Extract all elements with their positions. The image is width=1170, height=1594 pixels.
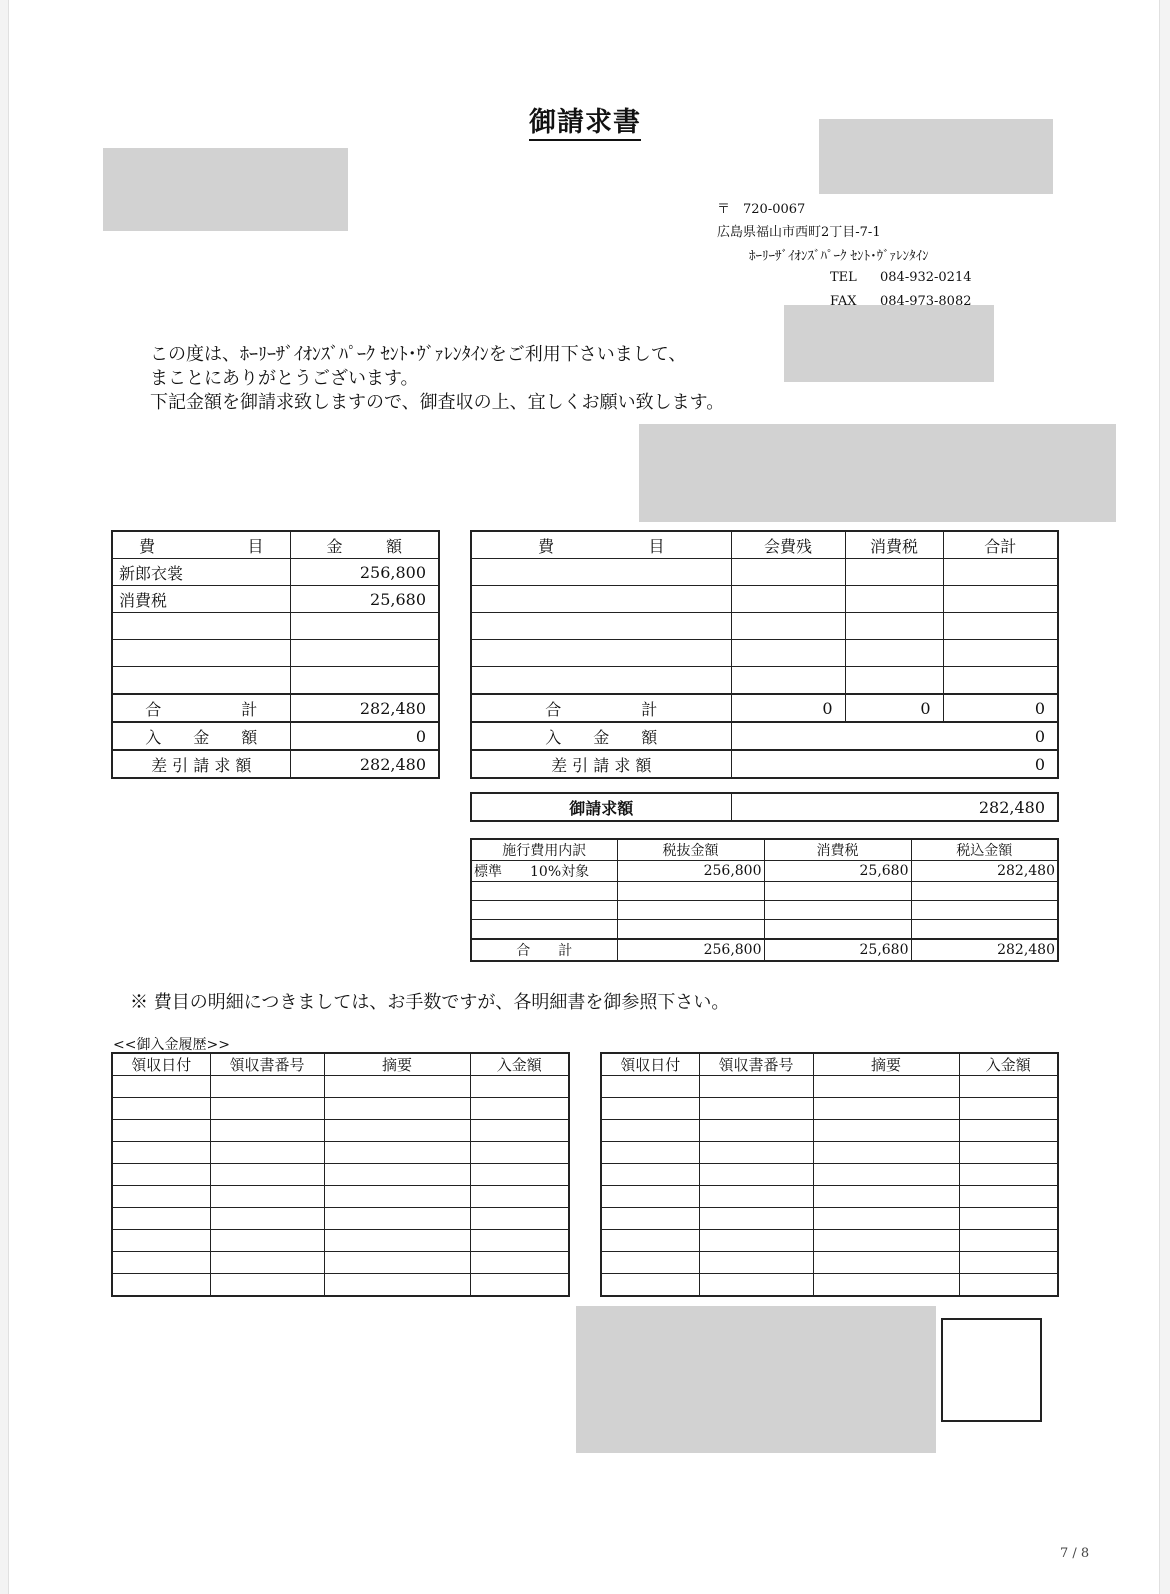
table-header-row: 領収日付 領収書番号 摘要 入金額	[112, 1053, 569, 1076]
invoice-amount-label: 御請求額	[471, 793, 731, 821]
table-row	[112, 1098, 569, 1120]
table-row	[112, 1230, 569, 1252]
sender-fax: 084-973-8082	[880, 294, 972, 306]
table-row	[601, 1186, 1058, 1208]
table-row	[471, 559, 1058, 586]
table-row: 標準 10%対象 256,800 25,680 282,480	[471, 861, 1058, 882]
payment-history-table-right	[600, 1052, 1059, 1297]
invoice-amount-table	[470, 792, 1059, 822]
table-header-row: 費 目 金 額	[112, 531, 439, 559]
redacted-seal	[784, 305, 994, 382]
table-row	[112, 1252, 569, 1274]
page-number: 7 / 8	[1060, 1546, 1090, 1561]
table-row	[471, 586, 1058, 613]
sender-address: 広島県福山市西町2丁目-7-1	[717, 225, 881, 240]
table-row	[471, 920, 1058, 940]
table-row	[112, 640, 439, 667]
redacted-recipient	[103, 148, 348, 231]
table-header-row: 領収日付 領収書番号 摘要 入金額	[601, 1053, 1058, 1076]
table-row	[471, 640, 1058, 667]
greeting-line-2: まことにありがとうございます。	[150, 368, 419, 389]
table-row	[112, 1120, 569, 1142]
redacted-details	[639, 424, 1116, 522]
details-note: ※ 費目の明細につきましては、お手数ですが、各明細書を御参照下さい。	[130, 992, 730, 1013]
sender-fax-label: FAX	[830, 294, 857, 306]
total-row: 合 計 256,800 25,680 282,480	[471, 939, 1058, 961]
balance-row: 差 引 請 求 額 0	[471, 750, 1058, 778]
table-row	[471, 882, 1058, 901]
table-row	[601, 1098, 1058, 1120]
redacted-bank-info	[576, 1306, 936, 1453]
table-row	[471, 667, 1058, 695]
table-row	[471, 901, 1058, 920]
billing-table-right	[470, 530, 1059, 779]
sender-tel-label: TEL	[830, 270, 857, 285]
table-row	[601, 1164, 1058, 1186]
paid-row: 入 金 額 0	[112, 722, 439, 750]
table-row: 新郎衣裳 256,800	[112, 559, 439, 586]
total-row: 合 計 282,480	[112, 694, 439, 722]
table-row	[601, 1252, 1058, 1274]
table-row	[601, 1142, 1058, 1164]
billing-table-left	[111, 530, 440, 779]
invoice-amount-value: 282,480	[731, 793, 1058, 821]
payment-history-table-left	[111, 1052, 570, 1297]
table-row: 消費税 25,680	[112, 586, 439, 613]
greeting-line-3: 下記金額を御請求致しますので、御査収の上、宜しくお願い致します。	[150, 392, 725, 413]
sender-company: ﾎｰﾘｰｻﾞｲｵﾝｽﾞﾊﾟｰｸ ｾﾝﾄ･ｳﾞｧﾚﾝﾀｲﾝ	[749, 249, 929, 264]
table-header-row: 費 目 会費残 消費税 合計	[471, 531, 1058, 559]
table-row	[601, 1274, 1058, 1297]
document-title: 御請求書	[0, 100, 1170, 139]
table-row	[601, 1076, 1058, 1098]
table-row	[112, 1076, 569, 1098]
table-row	[112, 1274, 569, 1297]
redacted-invoice-info	[819, 119, 1053, 194]
table-row	[601, 1120, 1058, 1142]
table-row	[112, 667, 439, 695]
table-row	[471, 613, 1058, 640]
table-row	[601, 1208, 1058, 1230]
stamp-box	[941, 1318, 1042, 1422]
table-header-row: 施行費用内訳 税抜金額 消費税 税込金額	[471, 839, 1058, 861]
payment-history-label: <<御入金履歴>>	[113, 1037, 230, 1053]
table-row	[112, 613, 439, 640]
greeting-line-1: この度は、ﾎｰﾘｰｻﾞｲｵﾝｽﾞﾊﾟｰｸ ｾﾝﾄ･ｳﾞｧﾚﾝﾀｲﾝをご利用下さいまして、	[150, 344, 687, 365]
table-row	[112, 1208, 569, 1230]
table-row	[112, 1164, 569, 1186]
table-row	[112, 1186, 569, 1208]
sender-tel: 084-932-0214	[880, 270, 972, 285]
table-row	[601, 1230, 1058, 1252]
paid-row: 入 金 額 0	[471, 722, 1058, 750]
total-row: 合 計 0 0 0	[471, 694, 1058, 722]
balance-row: 差 引 請 求 額 282,480	[112, 750, 439, 778]
cost-breakdown-table	[470, 838, 1059, 962]
table-row	[112, 1142, 569, 1164]
sender-postal: 〒 720-0067	[717, 202, 806, 217]
